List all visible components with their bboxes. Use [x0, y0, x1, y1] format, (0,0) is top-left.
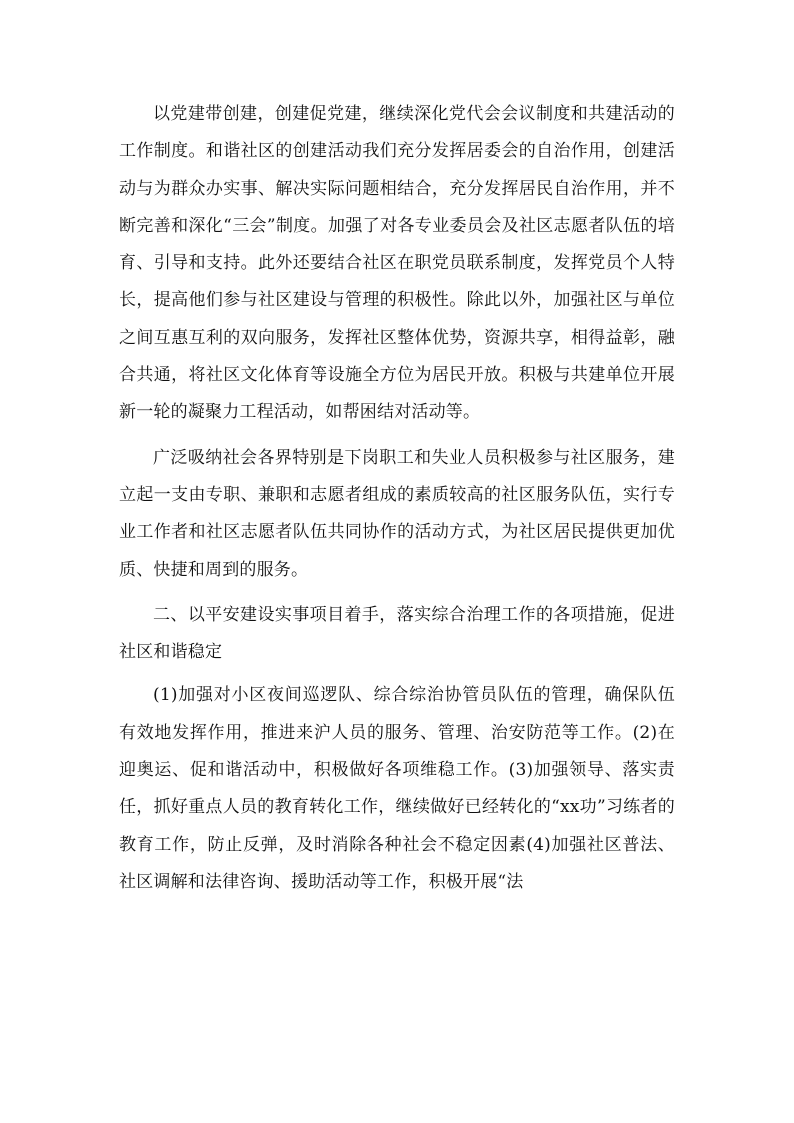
paragraph-party-building: 以党建带创建，创建促党建，继续深化党代会会议制度和共建活动的工作制度。和谐社区的创建活动我们充分发挥居委会的自治作用，创建活动与为群众办实事、解决实际问题相结合，充分发挥居民自治作用，并不断完善和深化“三会”制度。加强了对各专业委员会及社区志愿者队伍的培育、引导和支持。此外还要结合社区在职党员联系制度，发挥党员个人特长，提高他们参与社区建设与管理的积极性。除此以外，加强社区与单位之间互惠互利的双向服务，发挥社区整体优势，资源共享，相得益彰，融合共通，将社区文化体育等设施全方位为居民开放。积极与共建单位开展新一轮的凝聚力工程活动，如帮困结对活动等。	[119, 104, 675, 423]
paragraph-community-service: 广泛吸纳社会各界特别是下岗职工和失业人员积极参与社区服务，建立起一支由专职、兼职和志愿者组成的素质较高的社区服务队伍，实行专业工作者和社区志愿者队伍共同协作的活动方式，为社区居民提供更加优质、快捷和周到的服务。	[119, 447, 675, 580]
document-body	[119, 96, 675, 909]
paragraph-safety-measures: (1)加强对小区夜间巡逻队、综合综治协管员队伍的管理，确保队伍有效地发挥作用，推进来沪人员的服务、管理、治安防范等工作。(2)在迎奥运、促和谐活动中，积极做好各项维稳工作。(3)加强领导、落实责任，抓好重点人员的教育转化工作，继续做好已经转化的“xx功”习练者的教育工作，防止反弹，及时消除各种社会不稳定因素(4)加强社区普法、社区调解和法律咨询、援助活动等工作，积极开展“法	[119, 685, 675, 892]
section-heading-safety: 二、以平安建设实事项目着手，落实综合治理工作的各项措施，促进社区和谐稳定	[119, 604, 675, 663]
